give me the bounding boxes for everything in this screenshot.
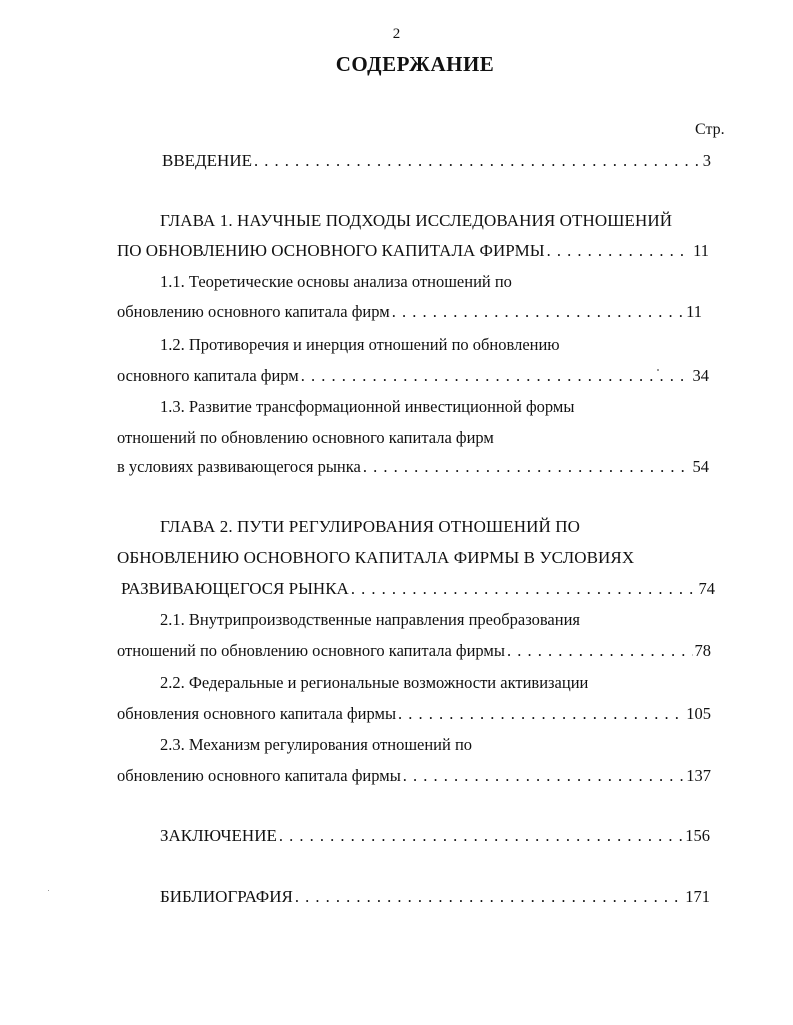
toc-entry-page: 156 — [685, 826, 710, 845]
chapter2-title-line1: ГЛАВА 2. ПУТИ РЕГУЛИРОВАНИЯ ОТНОШЕНИЙ ПО — [160, 517, 580, 536]
toc-entry-page: 74 — [698, 579, 715, 598]
toc-entry-page: 171 — [685, 887, 710, 906]
toc-entry-text: обновлению основного капитала фирмы — [117, 766, 401, 785]
toc-entry-text: отношений по обновлению основного капитала фирмы — [117, 641, 505, 660]
section-1-1-line1: 1.1. Теоретические основы анализа отношений по — [160, 272, 512, 291]
toc-entry-text: РАЗВИВАЮЩЕГОСЯ РЫНКА — [121, 579, 349, 598]
toc-entry-text: ВВЕДЕНИЕ — [162, 151, 252, 170]
toc-entry-page: 137 — [686, 766, 711, 785]
toc-entry-section-2-3[interactable] — [117, 766, 711, 786]
section-1-2-line1: 1.2. Противоречия и инерция отношений по обновлению — [160, 335, 560, 354]
section-2-3-line1: 2.3. Механизм регулирования отношений по — [160, 735, 473, 754]
leader-dots — [392, 302, 684, 322]
section-1-3-line1: 1.3. Развитие трансформационной инвестиционной формы — [160, 397, 575, 416]
toc-entry-text: обновления основного капитала фирмы — [117, 704, 397, 723]
toc-entry-page: 3 — [702, 151, 711, 170]
page-number: 2 — [392, 26, 401, 42]
scan-speck — [657, 369, 659, 371]
leader-dots — [547, 241, 691, 261]
toc-entry-text: обновлению основного капитала фирм — [117, 302, 390, 321]
toc-entry-page: 11 — [686, 302, 702, 321]
toc-entry-text: ПО ОБНОВЛЕНИЮ ОСНОВНОГО КАПИТАЛА ФИРМЫ — [117, 241, 545, 260]
page-title: СОДЕРЖАНИЕ — [335, 52, 495, 76]
toc-entry-chapter2[interactable] — [121, 579, 715, 599]
toc-entry-section-1-1[interactable] — [117, 302, 702, 322]
toc-entry-text: БИБЛИОГРАФИЯ — [160, 887, 293, 906]
scan-speck — [48, 890, 49, 891]
leader-dots — [351, 579, 697, 599]
toc-entry-page: 11 — [693, 241, 709, 260]
toc-entry-page: 34 — [692, 366, 709, 385]
toc-entry-text: ЗАКЛЮЧЕНИЕ — [160, 826, 277, 845]
toc-entry-section-1-2[interactable] — [117, 366, 709, 386]
toc-entry-section-1-3[interactable] — [117, 457, 709, 477]
leader-dots — [295, 887, 683, 907]
section-2-1-line1: 2.1. Внутрипроизводственные направления преобразования — [160, 610, 581, 629]
leader-dots — [398, 704, 684, 724]
leader-dots — [507, 641, 693, 661]
toc-entry-conclusion[interactable] — [160, 826, 710, 846]
toc-entry-bibliography[interactable] — [160, 887, 710, 907]
chapter1-title-line1: ГЛАВА 1. НАУЧНЫЕ ПОДХОДЫ ИССЛЕДОВАНИЯ ОТНОШЕНИЙ — [160, 211, 673, 230]
toc-entry-page: 78 — [694, 641, 711, 660]
page-column-label: Стр. — [695, 121, 725, 138]
leader-dots — [279, 826, 683, 846]
section-1-3-line2: отношений по обновлению основного капитала фирм — [117, 428, 494, 447]
leader-dots — [254, 151, 701, 171]
chapter2-title-line2: ОБНОВЛЕНИЮ ОСНОВНОГО КАПИТАЛА ФИРМЫ В УСЛОВИЯХ — [117, 548, 635, 567]
toc-entry-page: 105 — [686, 704, 711, 723]
leader-dots — [403, 766, 684, 786]
toc-entry-chapter1[interactable] — [117, 241, 709, 261]
leader-dots — [363, 457, 691, 477]
toc-entry-page: 54 — [692, 457, 709, 476]
leader-dots — [301, 366, 691, 386]
toc-entry-text: основного капитала фирм — [117, 366, 299, 385]
section-2-2-line1: 2.2. Федеральные и региональные возможности активизации — [160, 673, 589, 692]
toc-entry-introduction[interactable] — [162, 151, 711, 171]
toc-entry-section-2-2[interactable] — [117, 704, 711, 724]
toc-entry-text: в условиях развивающегося рынка — [117, 457, 361, 476]
toc-entry-section-2-1[interactable] — [117, 641, 711, 661]
